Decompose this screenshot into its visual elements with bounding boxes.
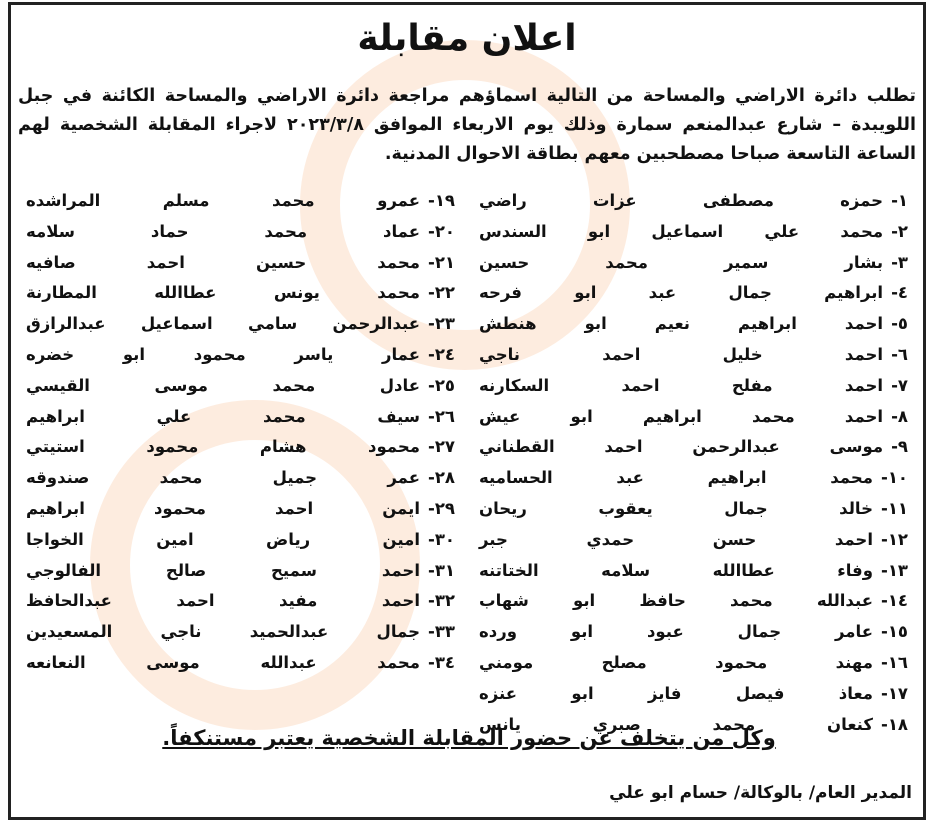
- item-number: ١٢-: [880, 529, 908, 549]
- item-number: ٢٤-: [427, 344, 455, 364]
- list-item: [26, 309, 455, 340]
- candidate-name: عادل محمد موسى القيسي: [26, 375, 420, 395]
- candidate-name: محمد عبدالله موسى النعانعه: [26, 652, 420, 672]
- item-number: ٢-: [891, 221, 908, 241]
- item-number: ٨-: [891, 406, 908, 426]
- list-item: [479, 371, 908, 402]
- list-item: [479, 248, 908, 279]
- candidate-name: محمود هشام محمود استيتي: [26, 437, 420, 457]
- item-number: ٢٨-: [427, 468, 455, 488]
- candidate-name: عمرو محمد مسلم المراشده: [26, 191, 420, 210]
- item-number: ١٥-: [880, 622, 908, 642]
- list-item: [26, 648, 455, 679]
- item-number: ٢٣-: [427, 314, 455, 334]
- list-item: [26, 278, 455, 309]
- item-number: ١٤-: [880, 591, 908, 611]
- signature: المدير العام/ بالوكالة/ حسام ابو علي: [609, 783, 912, 803]
- list-item: [26, 371, 455, 402]
- item-number: ١-: [891, 191, 908, 210]
- list-item: [479, 432, 908, 463]
- candidate-name: جمال عبدالحميد ناجي المسعيدين: [26, 622, 420, 642]
- list-item: [26, 525, 455, 556]
- candidate-name: سيف محمد علي ابراهيم: [26, 406, 420, 426]
- candidate-name: احمد خليل احمد ناجي: [479, 344, 884, 364]
- list-item: [479, 525, 908, 556]
- item-number: ٤-: [891, 283, 908, 303]
- list-item: [26, 556, 455, 587]
- list-item: [479, 586, 908, 617]
- list-item: [479, 309, 908, 340]
- candidate-name: عامر جمال عبود ابو ورده: [479, 622, 873, 642]
- item-number: ٢٦-: [427, 406, 455, 426]
- candidate-name: بشار سمير محمد حسين: [479, 252, 884, 272]
- item-number: ١١-: [880, 498, 908, 518]
- list-item: [479, 340, 908, 371]
- item-number: ٢١-: [427, 252, 455, 272]
- item-number: ١٩-: [427, 191, 455, 210]
- item-number: ٢٧-: [427, 437, 455, 457]
- item-number: ١٣-: [880, 560, 908, 580]
- candidate-name: احمد مفيد احمد عبدالحافظ: [26, 591, 420, 611]
- list-item: [479, 217, 908, 248]
- names-column-left: [14, 186, 467, 740]
- list-item: [479, 556, 908, 587]
- candidate-name: كنعان محمد صبري يانس: [479, 714, 873, 734]
- list-item: [479, 186, 908, 217]
- list-item: [26, 248, 455, 279]
- item-number: ١٧-: [880, 683, 908, 703]
- intro-paragraph: تطلب دائرة الاراضي والمساحة من التالية اسماؤهم مراجعة دائرة الاراضي والمساحة الكائنة في جبل اللويبدة – شارع عبدالمنعم سمارة وذلك يوم الاربعاء الموافق ٢٠٢٣/٣/٨ لاجراء المقابلة الشخصية لهم الساعة التاسعة صباحا مصطحبين معهم بطاقة الاحوال المدنية.: [18, 86, 916, 164]
- candidate-name: محمد ابراهيم عبد الحساميه: [479, 468, 873, 488]
- item-number: ٦-: [891, 344, 908, 364]
- item-number: ٣٠-: [427, 529, 455, 549]
- item-number: ٢٥-: [427, 375, 455, 395]
- list-item: [26, 186, 455, 217]
- candidate-name: ايمن احمد محمود ابراهيم: [26, 498, 420, 518]
- list-item: [26, 432, 455, 463]
- candidate-name: امين رياض امين الخواجا: [26, 529, 420, 549]
- item-number: ٢٩-: [427, 498, 455, 518]
- list-item: [479, 278, 908, 309]
- candidate-name: احمد سميح صالح الفالوجي: [26, 560, 420, 580]
- item-number: ١٠-: [880, 468, 908, 488]
- item-number: ٣٣-: [427, 622, 455, 642]
- names-column-right: [467, 186, 920, 740]
- list-item: [26, 617, 455, 648]
- item-number: ٣٢-: [427, 591, 455, 611]
- announcement: [14, 0, 920, 740]
- candidate-name: احمد محمد ابراهيم ابو عيش: [479, 406, 884, 426]
- item-number: ٢٠-: [427, 221, 455, 241]
- candidate-name: عبدالله محمد حافظ ابو شهاب: [479, 591, 873, 611]
- candidate-name: موسى عبدالرحمن احمد القطناني: [479, 437, 884, 457]
- candidate-name: احمد ابراهيم نعيم ابو هنطش: [479, 314, 884, 334]
- candidate-name: ابراهيم جمال عبد ابو فرحه: [479, 283, 884, 303]
- ad-title: اعلان مقابلة: [357, 18, 577, 59]
- candidate-name: محمد يونس عطاالله المطارنة: [26, 283, 420, 303]
- list-item: [479, 648, 908, 679]
- candidate-name: عماد محمد حماد سلامه: [26, 221, 420, 241]
- list-item: [26, 586, 455, 617]
- item-number: ٣٤-: [427, 652, 455, 672]
- candidate-name: محمد حسين احمد صافيه: [26, 252, 420, 272]
- list-item: [26, 463, 455, 494]
- list-item: [26, 494, 455, 525]
- item-number: ٣-: [891, 252, 908, 272]
- item-number: ٢٢-: [427, 283, 455, 303]
- item-number: ١٨-: [880, 714, 908, 734]
- item-number: ٩-: [891, 437, 908, 457]
- item-number: ١٦-: [880, 652, 908, 672]
- item-number: ٧-: [891, 375, 908, 395]
- list-item: [479, 402, 908, 433]
- candidate-name: معاذ فيصل فايز ابو عنزه: [479, 683, 873, 703]
- candidate-name: عبدالرحمن سامي اسماعيل عبدالرازق: [26, 314, 420, 334]
- candidate-name: احمد حسن حمدي جبر: [479, 529, 873, 549]
- candidate-name: عمار ياسر محمود ابو خضره: [26, 344, 420, 364]
- closing-statement: وكل من يتخلف عن حضور المقابلة الشخصية يعتبر مستنكفاً.: [162, 726, 776, 750]
- candidate-name: عمر جميل محمد صندوقه: [26, 468, 420, 488]
- candidate-name: احمد مفلح احمد السكارنه: [479, 375, 884, 395]
- list-item: [26, 217, 455, 248]
- list-item: [26, 340, 455, 371]
- candidate-name: محمد علي اسماعيل ابو السندس: [479, 221, 884, 241]
- list-item: [479, 679, 908, 710]
- candidate-name: وفاء عطاالله سلامه الختاتنه: [479, 560, 873, 580]
- list-item: [26, 402, 455, 433]
- candidate-name: مهند محمود مصلح مومني: [479, 652, 873, 672]
- list-item: [479, 617, 908, 648]
- list-item: [479, 494, 908, 525]
- names-list: [14, 186, 920, 740]
- candidate-name: حمزه مصطفى عزات راضي: [479, 191, 884, 210]
- list-item: [479, 463, 908, 494]
- item-number: ٣١-: [427, 560, 455, 580]
- candidate-name: خالد جمال يعقوب ريحان: [479, 498, 873, 518]
- item-number: ٥-: [891, 314, 908, 334]
